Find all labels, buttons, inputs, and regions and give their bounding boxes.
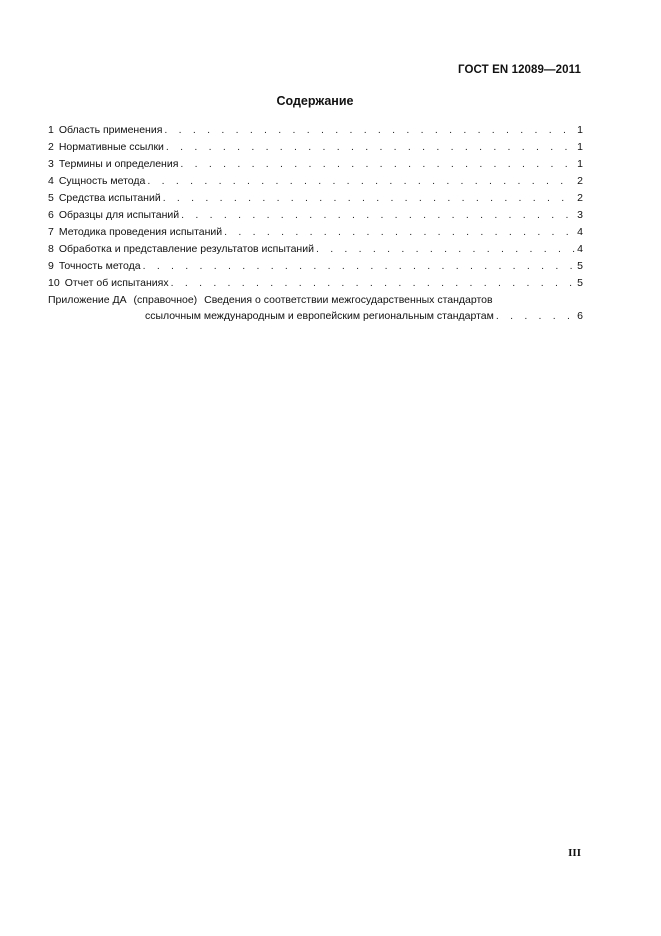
toc-item-number: 7 [48, 226, 54, 238]
toc-leader-dots [163, 190, 575, 207]
annex-title-continuation [48, 308, 583, 324]
toc-item-number: 10 [48, 277, 60, 289]
toc-item-label: Образцы для испытаний [58, 209, 180, 221]
toc-item-specimens[interactable] [48, 207, 583, 224]
toc-item-page: 4 [577, 243, 583, 255]
toc-leader-dots [171, 275, 576, 292]
toc-item-annex-da[interactable] [48, 292, 583, 324]
toc-item-number: 6 [48, 209, 54, 221]
toc-item-page: 5 [577, 277, 583, 289]
toc-item-page: 1 [577, 124, 583, 136]
toc-item-apparatus[interactable] [48, 190, 583, 207]
toc-item-number: 1 [48, 124, 54, 136]
toc-item-label: Нормативные ссылки [58, 141, 164, 153]
toc-item-label: Методика проведения испытаний [58, 226, 223, 238]
toc-item-page: 2 [577, 192, 583, 204]
toc-item-procedure[interactable] [48, 224, 583, 241]
toc-item-scope[interactable] [48, 122, 583, 139]
toc-leader-dots [166, 139, 575, 156]
table-of-contents [48, 122, 583, 324]
toc-item-label: Отчет об испытаниях [64, 277, 169, 289]
annex-title-line1: Сведения о соответствии межгосударственных стандартов [204, 294, 493, 306]
page-number: III [568, 847, 581, 859]
toc-item-number: 2 [48, 141, 54, 153]
toc-item-number: 3 [48, 158, 54, 170]
toc-item-number: 9 [48, 260, 54, 272]
toc-item-label: Средства испытаний [58, 192, 161, 204]
document-code: ГОСТ EN 12089—2011 [458, 64, 581, 76]
toc-item-page: 1 [577, 158, 583, 170]
annex-prefix: Приложение ДА [48, 294, 127, 306]
toc-item-page: 2 [577, 175, 583, 187]
annex-page: 6 [577, 310, 583, 322]
toc-item-number: 4 [48, 175, 54, 187]
toc-leader-dots [180, 156, 575, 173]
toc-item-number: 5 [48, 192, 54, 204]
toc-item-label: Сущность метода [58, 175, 146, 187]
annex-heading-line [48, 292, 583, 308]
toc-leader-dots [143, 258, 576, 275]
toc-title: Содержание [276, 94, 354, 108]
toc-leader-dots [316, 241, 575, 258]
toc-leader-dots [224, 224, 575, 241]
toc-item-page: 4 [577, 226, 583, 238]
toc-leader-dots [147, 173, 575, 190]
toc-leader-dots [181, 207, 575, 224]
toc-item-page: 1 [577, 141, 583, 153]
toc-item-normative-references[interactable] [48, 139, 583, 156]
toc-item-page: 5 [577, 260, 583, 272]
toc-item-label: Область применения [58, 124, 163, 136]
toc-item-label: Обработка и представление результатов испытаний [58, 243, 314, 255]
toc-item-label: Термины и определения [58, 158, 179, 170]
toc-item-page: 3 [577, 209, 583, 221]
toc-item-terms[interactable] [48, 156, 583, 173]
toc-item-principle[interactable] [48, 173, 583, 190]
toc-leader-dots [496, 308, 575, 324]
toc-item-results[interactable] [48, 241, 583, 258]
toc-item-precision[interactable] [48, 258, 583, 275]
toc-item-number: 8 [48, 243, 54, 255]
toc-item-label: Точность метода [58, 260, 141, 272]
annex-title-line2: ссылочным международным и европейским региональным стандартам [145, 310, 494, 322]
toc-item-test-report[interactable] [48, 275, 583, 292]
toc-leader-dots [164, 122, 575, 139]
annex-type: (справочное) [133, 294, 198, 306]
